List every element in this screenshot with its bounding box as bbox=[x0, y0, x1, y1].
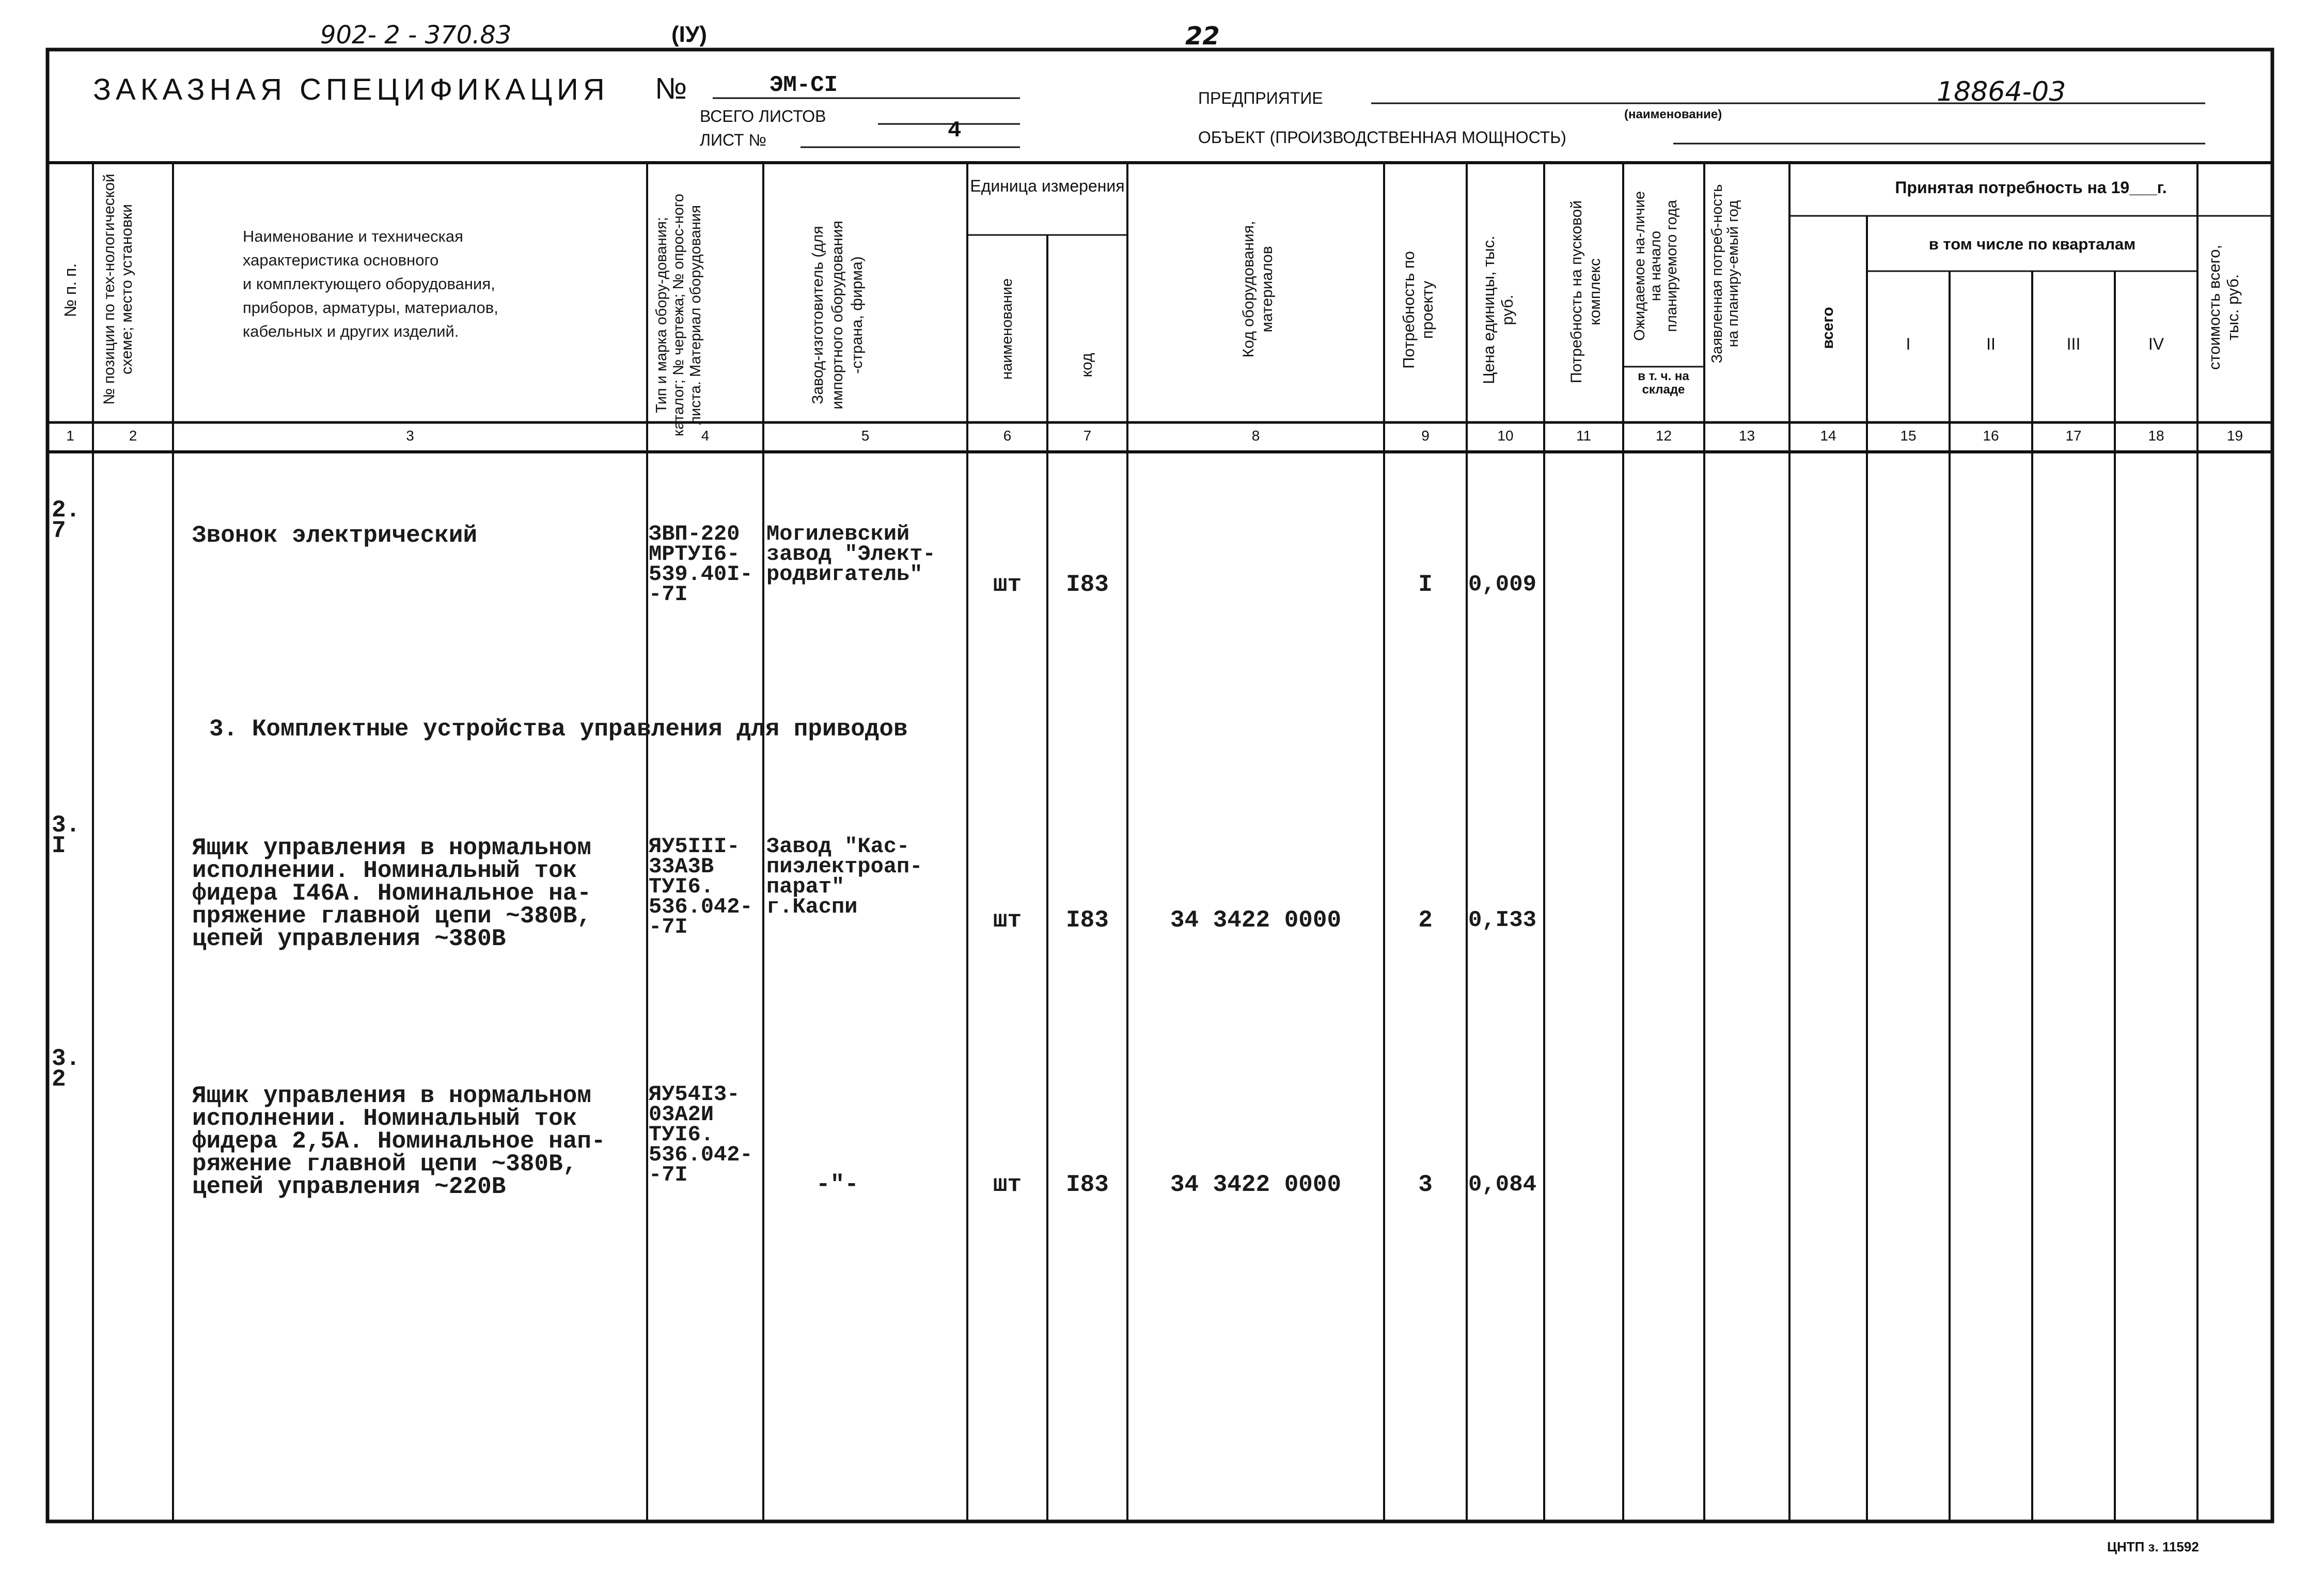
item-name-line: фидера I46А. Номинальное на- bbox=[192, 880, 591, 907]
item-type-line: -7I bbox=[649, 582, 688, 607]
item-name-line: цепей управления ~380В bbox=[192, 925, 506, 952]
footer-stamp: ЦНТП з. 11592 bbox=[2107, 1539, 2199, 1554]
item-code: 34 3422 0000 bbox=[1170, 907, 1342, 934]
row-number bbox=[52, 497, 81, 544]
col-number-12: 12 bbox=[1655, 428, 1672, 444]
col-number-8: 8 bbox=[1251, 428, 1260, 444]
header-col-11 bbox=[1567, 194, 1624, 390]
item-name-line: ряжение главной цепи ~380В, bbox=[192, 1151, 577, 1177]
header-col-4 bbox=[653, 191, 757, 439]
item-unit: шт bbox=[993, 571, 1022, 598]
sheet-label: ЛИСТ № bbox=[700, 131, 766, 149]
header-col-3-line: приборов, арматуры, материалов, bbox=[243, 299, 498, 317]
sheets-total-label: ВСЕГО ЛИСТОВ bbox=[700, 107, 826, 125]
header-col-10-text: Цена единицы, тыс. руб. bbox=[1480, 235, 1516, 384]
col-number-17: 17 bbox=[2065, 428, 2082, 444]
header-col-19 bbox=[2205, 230, 2262, 385]
item-name-line: пряжение главной цепи ~380В, bbox=[192, 903, 591, 930]
header-col-5 bbox=[808, 196, 922, 434]
number-label: № bbox=[655, 72, 687, 105]
header-col-4-text: Тип и марка обору-дования; каталог; № чертежа; № опрос-ного листа. Материал оборудования bbox=[653, 194, 704, 436]
header-col-17: III bbox=[2066, 335, 2081, 353]
header-col-12-sub-text: в т. ч. на складе bbox=[1638, 369, 1689, 397]
row-number-line: 7 bbox=[52, 517, 66, 544]
object-label: ОБЪЕКТ (ПРОИЗВОДСТВЕННАЯ МОЩНОСТЬ) bbox=[1198, 128, 1566, 147]
header-col-10 bbox=[1480, 235, 1531, 385]
item-name bbox=[192, 837, 591, 950]
item-type-line: 539.40I- bbox=[649, 562, 753, 587]
enterprise-value: 18864-03 bbox=[1937, 76, 2066, 107]
item-type-line: ЯУ5III- bbox=[649, 834, 740, 859]
item-type-line: ЗВП-220 bbox=[649, 522, 740, 546]
item-manufacturer: -"- bbox=[816, 1171, 859, 1198]
col-number-10: 10 bbox=[1497, 428, 1514, 444]
header-col-13-text: Заявленная потреб-ность на планиру-емый год bbox=[1709, 184, 1741, 364]
item-name-line: исполнении. Номинальный ток bbox=[192, 1105, 577, 1132]
item-manufacturer-line: Завод "Кас- bbox=[766, 834, 910, 859]
item-unit-code: I83 bbox=[1066, 907, 1109, 934]
header-unit-group-text: Единица измерения bbox=[970, 177, 1125, 195]
header-col-12 bbox=[1632, 181, 1699, 351]
row-number-line: 3. bbox=[52, 812, 81, 839]
item-type-line: -7I bbox=[649, 915, 688, 939]
item-manufacturer-line: завод "Элект- bbox=[766, 542, 936, 567]
col-number-18: 18 bbox=[2148, 428, 2164, 444]
header-col-12-sub bbox=[1625, 370, 1702, 397]
document-number: 902- 2 - 370.83 bbox=[320, 21, 512, 50]
col-number-11: 11 bbox=[1576, 428, 1592, 444]
item-manufacturer-line: родвигатель" bbox=[766, 562, 923, 587]
header-col-1: № п. п. bbox=[61, 263, 80, 318]
header-col-7: код bbox=[1078, 353, 1095, 378]
col-number-13: 13 bbox=[1738, 428, 1755, 444]
header-col-12-text: Ожидаемое на-личие на начало планируемого года bbox=[1631, 191, 1680, 341]
item-need: I bbox=[1418, 571, 1433, 598]
row-number bbox=[52, 1045, 81, 1093]
item-unit: шт bbox=[993, 907, 1022, 934]
col-number-2: 2 bbox=[129, 428, 137, 444]
item-name: Звонок электрический bbox=[192, 522, 478, 549]
item-manufacturer-line: г.Каспи bbox=[766, 894, 858, 919]
row-number bbox=[52, 812, 81, 859]
col-number-16: 16 bbox=[1983, 428, 1999, 444]
header-col-3 bbox=[243, 225, 498, 343]
section-title: 3. Комплектные устройства управления для приводов bbox=[209, 716, 908, 743]
header-col-13 bbox=[1709, 181, 1782, 367]
col-number-14: 14 bbox=[1820, 428, 1836, 444]
header-unit-group bbox=[967, 176, 1127, 196]
item-manufacturer bbox=[766, 524, 936, 585]
item-name-line: цепей управления ~220В bbox=[192, 1173, 506, 1200]
item-type bbox=[649, 834, 753, 939]
col-number-19: 19 bbox=[2226, 428, 2243, 444]
row-number-line: 2 bbox=[52, 1066, 66, 1093]
item-type-line: 536.042- bbox=[649, 1142, 753, 1167]
sheet-value: 4 bbox=[948, 118, 962, 144]
header-col-14: всего bbox=[1819, 307, 1836, 349]
col-number-4: 4 bbox=[701, 428, 710, 444]
item-unit: шт bbox=[993, 1171, 1022, 1198]
header-col-8 bbox=[1239, 186, 1301, 392]
item-manufacturer-line: Могилевский bbox=[766, 522, 910, 546]
header-quarters-group: в том числе по кварталам bbox=[1928, 235, 2136, 253]
col-number-5: 5 bbox=[861, 428, 870, 444]
album-number: (IУ) bbox=[671, 22, 707, 47]
item-name-line: фидера 2,5А. Номинальное нап- bbox=[192, 1128, 606, 1155]
header-col-9 bbox=[1400, 238, 1451, 382]
item-name bbox=[192, 1082, 606, 1200]
header-col-6: наименование bbox=[999, 278, 1015, 380]
header-col-16: II bbox=[1986, 335, 1996, 353]
header-col-3-line: кабельных и других изделий. bbox=[243, 322, 459, 340]
header-col-3-line: характеристика основного bbox=[243, 251, 439, 269]
item-type-line: 536.042- bbox=[649, 894, 753, 919]
page-number: 22 bbox=[1185, 22, 1220, 51]
col-number-6: 6 bbox=[1003, 428, 1012, 444]
col-number-9: 9 bbox=[1421, 428, 1430, 444]
header-col-3-line: и комплектующего оборудования, bbox=[243, 275, 495, 293]
naming-note: (наименование) bbox=[1624, 107, 1722, 121]
item-type bbox=[649, 524, 753, 605]
row-number-line: 2. bbox=[52, 497, 81, 524]
header-col-8-text: Код оборудования, материалов bbox=[1240, 221, 1276, 358]
col-number-1: 1 bbox=[66, 428, 74, 444]
item-name-line: Ящик управления в нормальном bbox=[192, 835, 591, 861]
item-price: 0,084 bbox=[1468, 1172, 1537, 1198]
item-type-line: МРТУI6- bbox=[649, 542, 740, 567]
header-col-9-text: Потребность по проекту bbox=[1400, 251, 1436, 369]
item-need: 3 bbox=[1418, 1171, 1433, 1198]
header-col-11-text: Потребность на пусковой комплекс bbox=[1568, 200, 1604, 384]
col-number-3: 3 bbox=[406, 428, 414, 444]
specification-number: ЭМ-СI bbox=[770, 72, 838, 98]
item-type-line: 33А3В bbox=[649, 854, 714, 879]
row-number-line: 3. bbox=[52, 1045, 81, 1072]
item-type-line: -7I bbox=[649, 1163, 688, 1187]
header-col-18: IV bbox=[2148, 335, 2164, 353]
item-type bbox=[649, 1082, 753, 1187]
col-number-15: 15 bbox=[1900, 428, 1917, 444]
item-type-line: ТУI6. bbox=[649, 1122, 714, 1147]
header-col-3-line: Наименование и техническая bbox=[243, 227, 463, 245]
item-name-line: исполнении. Номинальный ток bbox=[192, 857, 577, 884]
item-unit-code: I83 bbox=[1066, 571, 1109, 598]
item-manufacturer bbox=[766, 834, 923, 919]
item-price: 0,I33 bbox=[1468, 907, 1537, 933]
item-price: 0,009 bbox=[1468, 572, 1537, 598]
item-manufacturer-line: пиэлектроап- bbox=[766, 854, 923, 879]
header-col-19-text: стоимость всего, тыс. руб. bbox=[2205, 244, 2242, 370]
item-type-line: ЯУ54I3- bbox=[649, 1082, 740, 1107]
col-number-7: 7 bbox=[1083, 428, 1092, 444]
item-type-line: 03А2И bbox=[649, 1102, 714, 1127]
item-manufacturer-line: парат" bbox=[766, 874, 845, 899]
form-title: ЗАКАЗНАЯ СПЕЦИФИКАЦИЯ bbox=[93, 73, 609, 106]
header-need-group: Принятая потребность на 19___г. bbox=[1895, 178, 2167, 197]
item-need: 2 bbox=[1418, 907, 1433, 934]
item-name-line: Ящик управления в нормальном bbox=[192, 1082, 591, 1109]
row-number-line: I bbox=[52, 833, 66, 859]
header-col-5-text: Завод-изготовитель (для импортного оборудования -страна, фирма) bbox=[809, 221, 866, 410]
item-unit-code: I83 bbox=[1066, 1171, 1109, 1198]
item-code: 34 3422 0000 bbox=[1170, 1171, 1342, 1198]
item-type-line: ТУI6. bbox=[649, 874, 714, 899]
enterprise-label: ПРЕДПРИЯТИЕ bbox=[1198, 89, 1323, 107]
header-col-2-text: № позиции по тех-нологической схеме; место установки bbox=[101, 174, 135, 405]
header-col-2 bbox=[101, 168, 163, 411]
header-col-15: I bbox=[1906, 335, 1911, 353]
